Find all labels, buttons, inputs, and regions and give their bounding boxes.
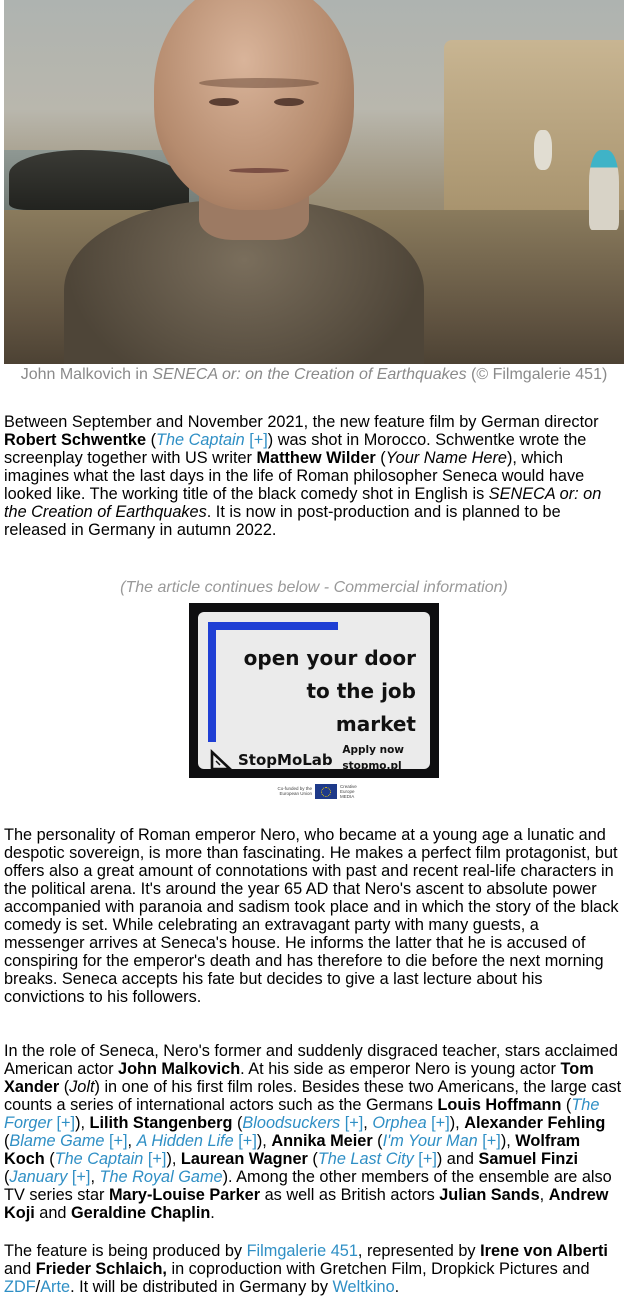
text: ( [375,449,386,467]
text: In the role of Seneca, Nero's former and suddenly disgraced teacher, stars acclaimed American actor [4,1042,618,1078]
film-link-the-captain[interactable] [156,431,245,449]
actor-name: Annika Meier [271,1132,373,1150]
hero-photo [4,0,624,364]
text: as well as British actors [260,1186,440,1204]
ad-label: (The article continues below - Commercial information) [120,579,508,596]
article-paragraph-3: In the role of Seneca, Nero's former and suddenly disgraced teacher, stars acclaimed American actor John Malkovich. At his side as emperor Nero is young actor Tom Xander (Jolt) in one of his first film roles. Besides these two Americans, the large cast counts a series of international actors such as the Germans Louis Hoffmann (The Forger [+]), Lilith Stangenberg (Bloodsuckers [+], Orphea [+]), Alexander Fehling (Blame Game [+], A Hidden Life [+]), Annika Meier (I'm Your Man [+]), Wolfram Koch (The Captain [+]), Laurean Wagner (The Last City [+]) and Samuel Finzi (January [+], The Royal Game). Among the other members of the ensemble are also TV series star Mary-Louise Parker as well as British actors Julian Sands, Andrew Koji and Geraldine Chaplin. [4,1042,622,1222]
text: . [394,1278,400,1296]
actor-name: Alexander Fehling [464,1114,606,1132]
link-text: The Last City [317,1150,414,1168]
link-text: The Captain [54,1150,144,1168]
text: ( [146,431,156,449]
photo-actor-eye [274,98,304,106]
photo-actor-brow [199,78,319,88]
photo-actor-mouth [229,168,289,173]
ad-card [198,612,430,772]
stopmolab-logo [210,749,333,771]
eu-flag-icon [315,784,337,799]
link-text: A Hidden Life [136,1132,234,1150]
text: . It will be distributed in Germany by [70,1278,333,1296]
caption-title: SENECA or: on the Creation of Earthquakes [152,366,467,383]
triangle-logo-icon [210,749,234,771]
actor-name: Louis Hoffmann [437,1096,562,1114]
photo-actor-eye [209,98,239,106]
link-arte[interactable]: Arte [40,1278,71,1296]
text: and [4,1260,36,1278]
ad-apply [342,742,404,774]
text: in coproduction with Gretchen Film, Dropkick Pictures and [166,1260,590,1278]
film-link[interactable] [242,1114,340,1132]
plus-link[interactable]: [+] [249,431,268,449]
film-link[interactable] [383,1132,478,1150]
text: The feature is being produced by [4,1242,247,1260]
film-link[interactable] [137,1132,234,1150]
article-paragraph-1 [4,413,622,539]
ad-headline [216,642,416,741]
producer-name: Irene von Alberti [480,1242,608,1260]
text: ( [59,1078,70,1096]
actor-name: Laurean Wagner [180,1150,308,1168]
plus-link[interactable]: [+] [344,1114,364,1132]
link-text: January [9,1168,68,1186]
film-link[interactable] [9,1168,67,1186]
article-paragraph-2: The personality of Roman emperor Nero, who became at a young age a lunatic and despotic sovereign, is more than fascinating. He makes a perfect film protagonist, but offers also a great amount of connotations with past and recent real-life characters in the political arena. It's around the year 65 AD that Nero's ascent to absolute power accompanied with paranoia and sadism took place and in which the story of the black comedy is set. While celebrating an extravagant party with many guests, a messenger arrives at Seneca's house. He informs the latter that he is accused of conspiring for the emperor's death and has therefore to die before the next morning breaks. Seneca accepts his fate but decides to give a last lecture about his convictions to his followers. [4,826,619,1006]
link-text: Blame Game [9,1132,105,1150]
link-text: The Captain [156,431,245,449]
film-link[interactable] [9,1132,104,1150]
text: . It is now in post-production and is planned to be released in Germany in autumn 2022. [4,503,561,539]
actor-name: John Malkovich [118,1060,241,1078]
text: ), which imagines what the last days in the life of Roman philosopher Seneca would have looked like. The working title of the black comedy shot in English is [4,449,585,503]
actor-name: Andrew Koji [4,1186,609,1222]
plus-link[interactable]: [+] [56,1114,76,1132]
film-link[interactable] [100,1168,223,1186]
ad-headline-line: market [335,712,416,736]
working-title: SENECA or: on the Creation of Earthquakes [4,485,602,521]
actor-name: Lilith Stangenberg [89,1114,233,1132]
text: Between September and November 2021, the new feature film by German director [4,413,599,431]
plus-link[interactable]: [+] [418,1150,437,1168]
photo-caption [4,366,624,384]
plus-link[interactable]: [+] [71,1168,91,1186]
text: , represented by [357,1242,481,1260]
actor-name: Samuel Finzi [478,1150,579,1168]
producer-name: Frieder Schlaich, [35,1260,167,1278]
ad-brand-name: StopMoLab [238,751,333,769]
actor-name: Geraldine Chaplin [70,1204,211,1222]
actor-name: Tom Xander [4,1060,594,1096]
article-paragraph-4: The feature is being produced by Filmgalerie 451, represented by Irene von Alberti and Frieder Schlaich, in coproduction with Gretchen Film, Dropkick Pictures and ZDF/Arte. It will be distributed in Germany by Weltkino. [4,1242,608,1296]
ad-headline-line: to the job [306,679,416,703]
link-weltkino[interactable]: Weltkino [332,1278,395,1296]
link-filmgalerie[interactable]: Filmgalerie 451 [246,1242,358,1260]
photo-background-figure [534,130,552,170]
ad-headline-line: open your door [243,646,416,670]
ad-apply-text: Apply now [342,744,404,756]
caption-name: John Malkovich in [20,366,153,383]
plus-link[interactable]: [+] [238,1132,257,1150]
link-zdf[interactable]: ZDF [4,1278,36,1296]
link-text: The Forger [4,1096,600,1132]
actor-name: Mary-Louise Parker [108,1186,261,1204]
eu-funding-logo [268,781,368,801]
text: ). Among the other members of the ensemble are also TV series star [4,1168,612,1204]
film-title: Jolt [69,1078,95,1096]
plus-link[interactable]: [+] [108,1132,128,1150]
advertisement-banner[interactable] [189,603,439,778]
link-text: Orphea [372,1114,427,1132]
actor-name: Wolfram Koch [4,1132,581,1168]
caption-credit: (© Filmgalerie 451) [466,366,608,383]
link-text: I'm Your Man [382,1132,478,1150]
photo-background-figure [589,150,619,230]
plus-link[interactable]: [+] [482,1132,501,1150]
ad-accent-bar [208,622,338,630]
plus-link[interactable]: [+] [431,1114,450,1132]
film-link[interactable] [318,1150,414,1168]
link-text: The Royal Game [99,1168,223,1186]
photo-actor-head [154,0,354,210]
link-text: Bloodsuckers [242,1114,341,1132]
creative-europe-text: Creative Europe MEDIA [340,783,357,799]
plus-link[interactable]: [+] [147,1150,167,1168]
film-link[interactable] [372,1114,426,1132]
eu-cofund-text: Co-funded by the European Union [277,786,312,796]
ad-accent-bar [208,622,216,742]
actor-name: Julian Sands [439,1186,540,1204]
ad-apply-url: stopmo.pl [342,760,402,772]
film-link[interactable] [55,1150,144,1168]
writer-name: Matthew Wilder [256,449,376,467]
director-name: Robert Schwentke [4,431,147,449]
text: ) in one of his first film roles. Besides these two Americans, the large cast counts a series of international actors such as the Germans [4,1078,622,1114]
text: and [34,1204,71,1222]
text: . At his side as emperor Nero is young actor [240,1060,561,1078]
text: ) was shot in Morocco. Schwentke wrote the screenplay together with US writer [4,431,587,467]
writer-film-title: Your Name Here [385,449,507,467]
